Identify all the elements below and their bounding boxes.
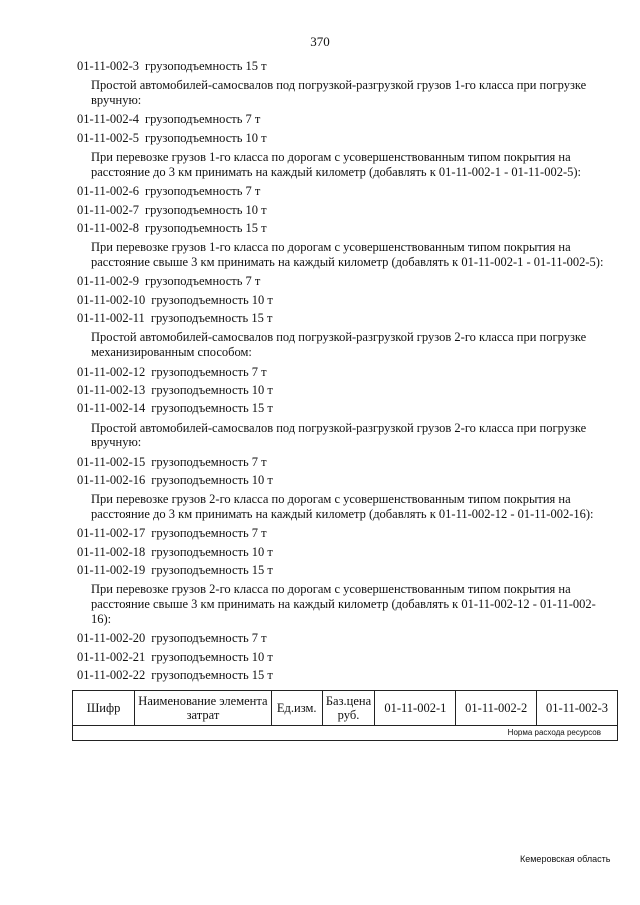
spec-code: 01-11-002-4	[77, 112, 140, 127]
spec-code: 01-11-002-14	[77, 401, 146, 416]
spec-capacity: грузоподъемность 10 т	[145, 130, 267, 145]
section-description: При перевозке грузов 1-го класса по дорогам с усовершенствованным типом покрытия на расстояние свыше 3 км принимать на каждый километр (добавлять к 01-11-002-1 - 01-11-002-5):	[91, 240, 604, 269]
spec-code: 01-11-002-16	[77, 473, 146, 488]
spec-item	[77, 649, 607, 666]
spec-capacity: грузоподъемность 15 т	[151, 563, 273, 578]
spec-code: 01-11-002-13	[77, 382, 146, 397]
spec-capacity: грузоподъемность 7 т	[151, 631, 267, 646]
spec-code: 01-11-002-9	[77, 274, 140, 289]
spec-code: 01-11-002-20	[77, 631, 146, 646]
spec-item	[77, 562, 607, 579]
spec-code: 01-11-002-19	[77, 563, 146, 578]
spec-item	[77, 111, 607, 128]
footer-region: Кемеровская область	[520, 854, 611, 864]
spec-item	[77, 364, 607, 381]
spec-capacity: грузоподъемность 15 т	[151, 668, 273, 683]
spec-code: 01-11-002-12	[77, 364, 146, 379]
header-code-2: 01-11-002-2	[456, 691, 537, 726]
spec-capacity: грузоподъемность 15 т	[145, 220, 267, 235]
spec-code: 01-11-002-17	[77, 526, 146, 541]
section-description: При перевозке грузов 2-го класса по дорогам с усовершенствованным типом покрытия на расстояние до 3 км принимать на каждый километр (добавлять к 01-11-002-12 - 01-11-002-16):	[91, 492, 594, 521]
spec-capacity: грузоподъемность 7 т	[145, 184, 261, 199]
norm-label: Норма расхода ресурсов	[73, 726, 618, 741]
spec-capacity: грузоподъемность 15 т	[145, 59, 267, 73]
page-number: 370	[310, 34, 330, 49]
spec-capacity: грузоподъемность 10 т	[151, 544, 273, 559]
spec-capacity: грузоподъемность 15 т	[151, 401, 273, 416]
spec-capacity: грузоподъемность 10 т	[151, 649, 273, 664]
spec-code: 01-11-002-22	[77, 668, 146, 683]
spec-item	[77, 58, 607, 75]
header-code-1: 01-11-002-1	[375, 691, 456, 726]
spec-code: 01-11-002-10	[77, 292, 146, 307]
header-base-price: Баз.цена руб.	[322, 691, 375, 726]
spec-item	[77, 630, 607, 647]
spec-capacity: грузоподъемность 10 т	[145, 202, 267, 217]
spec-code: 01-11-002-7	[77, 202, 140, 217]
spec-item	[77, 292, 607, 309]
section-description: Простой автомобилей-самосвалов под погрузкой-разгрузкой грузов 1-го класса при погрузке вручную:	[91, 78, 587, 107]
spec-item	[77, 130, 607, 147]
spec-item	[77, 183, 607, 200]
spec-code: 01-11-002-5	[77, 130, 140, 145]
document-body	[77, 58, 607, 685]
spec-item	[77, 220, 607, 237]
spec-code: 01-11-002-11	[77, 311, 145, 326]
section-description: Простой автомобилей-самосвалов под погрузкой-разгрузкой грузов 2-го класса при погрузке вручную:	[91, 420, 587, 450]
spec-code: 01-11-002-18	[77, 544, 146, 559]
spec-item	[77, 273, 607, 290]
spec-capacity: грузоподъемность 7 т	[151, 526, 267, 541]
table-header-row	[73, 691, 618, 726]
spec-capacity: грузоподъемность 7 т	[145, 274, 261, 289]
spec-item	[77, 667, 607, 684]
spec-capacity: грузоподъемность 15 т	[150, 311, 273, 326]
section-description: При перевозке грузов 1-го класса по дорогам с усовершенствованным типом покрытия на расстояние до 3 км принимать на каждый километр (добавлять к 01-11-002-1 - 01-11-002-5):	[91, 149, 582, 179]
spec-capacity: грузоподъемность 7 т	[151, 364, 267, 379]
spec-capacity: грузоподъемность 10 т	[151, 292, 273, 307]
spec-capacity: грузоподъемность 7 т	[145, 112, 261, 127]
spec-code: 01-11-002-8	[77, 220, 140, 235]
spec-item	[77, 472, 607, 489]
section-description: Простой автомобилей-самосвалов под погрузкой-разгрузкой грузов 2-го класса при погрузке механизированным способом:	[91, 330, 587, 359]
spec-item	[77, 544, 607, 561]
section-description: При перевозке грузов 2-го класса по дорогам с усовершенствованным типом покрытия на расстояние свыше 3 км принимать на каждый километр (добавлять к 01-11-002-12 - 01-11-002-16):	[91, 582, 596, 626]
spec-item	[77, 400, 607, 417]
spec-code: 01-11-002-21	[77, 649, 146, 664]
spec-capacity: грузоподъемность 10 т	[151, 473, 273, 488]
spec-code: 01-11-002-3	[77, 59, 140, 73]
spec-item	[77, 382, 607, 399]
spec-code: 01-11-002-15	[77, 454, 146, 469]
table-norm-row	[73, 726, 618, 741]
spec-item	[77, 454, 607, 471]
spec-capacity: грузоподъемность 7 т	[151, 454, 267, 469]
spec-capacity: грузоподъемность 10 т	[151, 382, 273, 397]
header-cost-element: Наименование элемента затрат	[135, 691, 272, 726]
spec-code: 01-11-002-6	[77, 184, 140, 199]
header-unit: Ед.изм.	[271, 691, 322, 726]
header-code-3: 01-11-002-3	[537, 691, 618, 726]
spec-item	[77, 310, 607, 327]
header-cipher: Шифр	[73, 691, 135, 726]
resource-table	[72, 690, 618, 741]
spec-item	[77, 525, 607, 542]
spec-item	[77, 202, 607, 219]
